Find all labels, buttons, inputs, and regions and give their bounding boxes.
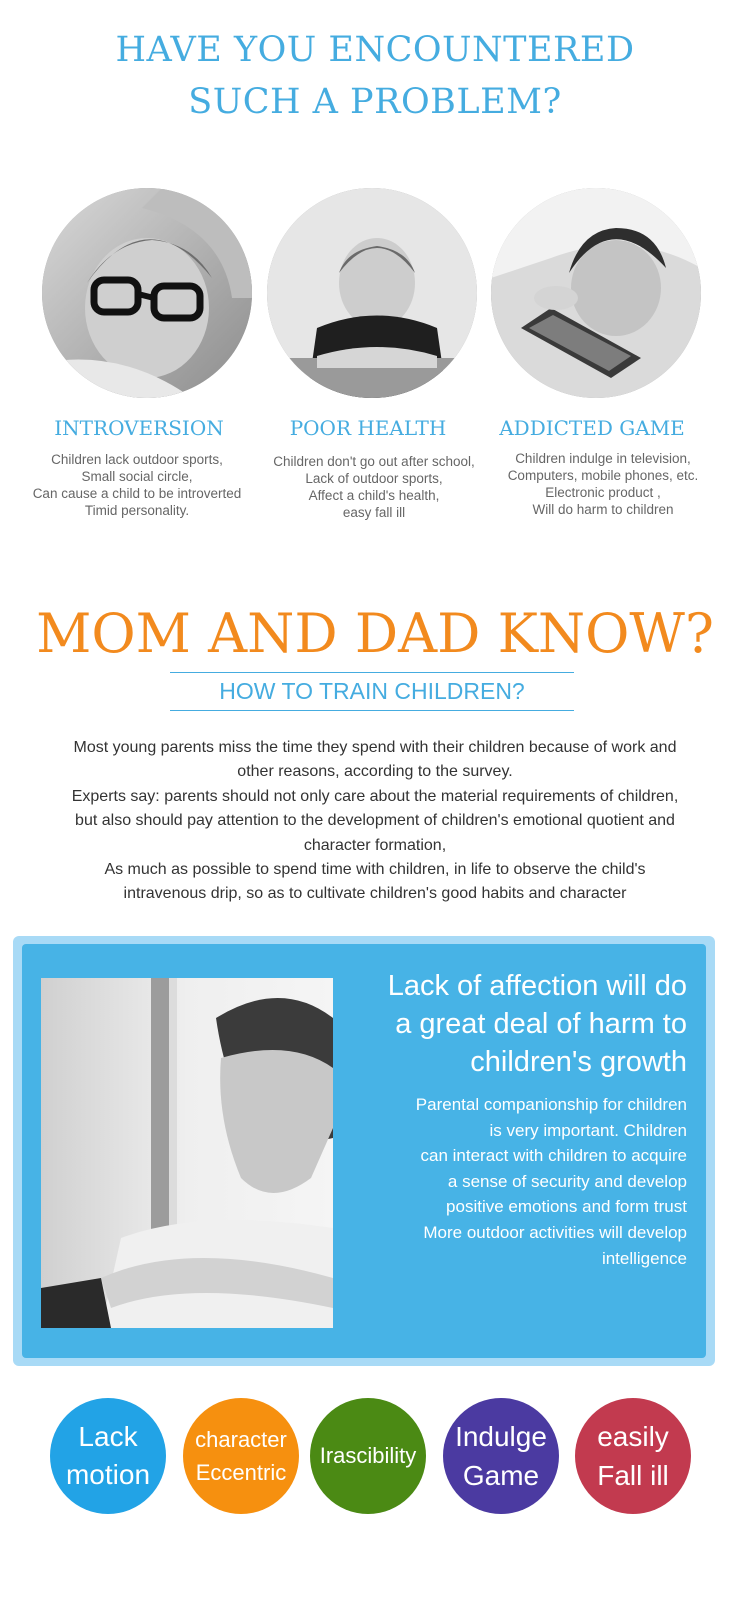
panel-title	[350, 967, 687, 1081]
badge-line: motion	[65, 1459, 151, 1490]
panel-body-line: a sense of security and develop	[447, 1171, 687, 1191]
panel-body-line: intelligence	[601, 1248, 687, 1268]
addicted-game-line: Children indulge in television,	[515, 451, 691, 466]
panel-title-line: Lack of affection will do	[387, 970, 687, 1002]
introversion-line: Small social circle,	[81, 469, 193, 484]
intro-paragraph	[30, 736, 720, 907]
page-heading-line-1: HAVE YOU ENCOUNTERED	[115, 30, 635, 70]
introversion-photo	[42, 188, 252, 398]
addicted-game-line: Computers, mobile phones, etc.	[507, 468, 699, 483]
addicted-game-line: Will do harm to children	[532, 502, 674, 517]
panel-body-line: Parental companionship for children	[415, 1095, 687, 1114]
paragraph-line: but also should pay attention to the development of children's emotional quotient and	[75, 812, 675, 830]
panel-body-line: More outdoor activities will develop	[423, 1222, 687, 1242]
panel-title-line: a great deal of harm to	[395, 1008, 687, 1040]
panel-body-line: can interact with children to acquire	[420, 1146, 687, 1166]
badge-line: Fall ill	[597, 1460, 669, 1491]
easily-fall-ill-badge	[575, 1398, 691, 1514]
paragraph-line: Most young parents miss the time they spend with their children because of work and	[73, 739, 677, 756]
addicted-game-title: ADDICTED GAME	[499, 416, 685, 440]
badge-line: Indulge	[455, 1421, 547, 1452]
introversion-description	[12, 451, 262, 519]
badge-line: Game	[462, 1460, 540, 1491]
section-subtitle: HOW TO TRAIN CHILDREN?	[219, 678, 525, 704]
poor-health-photo	[267, 188, 477, 398]
page-heading-line-2: SUCH A PROBLEM?	[188, 82, 562, 122]
badge-line: Lack	[78, 1421, 138, 1452]
paragraph-line: As much as possible to spend time with children, in life to observe the child's	[104, 861, 646, 879]
paragraph-line: character formation,	[303, 836, 447, 854]
badge-line: character	[195, 1427, 287, 1452]
addicted-game-description	[478, 450, 728, 518]
poor-health-title: POOR HEALTH	[289, 416, 447, 440]
badge-line: Eccentric	[195, 1460, 287, 1485]
indulge-game-badge	[443, 1398, 559, 1514]
character-eccentric-badge	[183, 1398, 299, 1514]
irascibility-badge	[310, 1398, 426, 1514]
panel-title-line: children's growth	[470, 1046, 687, 1078]
addicted-game-line: Electronic product ,	[545, 485, 661, 500]
addicted-game-photo	[491, 188, 701, 398]
paragraph-line: Experts say: parents should not only care about the material requirements of children,	[71, 787, 679, 805]
paragraph-line: intravenous drip, so as to cultivate children's good habits and character	[123, 885, 627, 903]
lack-motion-badge	[50, 1398, 166, 1514]
panel-body-line: positive emotions and form trust	[446, 1197, 687, 1217]
boy-at-window-photo	[41, 978, 333, 1328]
badge-line: easily	[597, 1421, 669, 1452]
poor-health-line: Affect a child's health,	[308, 488, 440, 503]
poor-health-line: Lack of outdoor sports,	[305, 471, 443, 486]
introversion-line: Children lack outdoor sports,	[51, 452, 223, 467]
introversion-title: INTROVERSION	[54, 416, 224, 440]
subtitle-bottom-divider	[170, 710, 574, 711]
introversion-line: Timid personality.	[84, 503, 190, 518]
panel-body	[360, 1092, 687, 1271]
poor-health-description	[249, 453, 499, 521]
paragraph-line: other reasons, according to the survey.	[237, 763, 513, 781]
section-title: MOM AND DAD KNOW?	[36, 602, 714, 665]
page-heading	[0, 24, 750, 128]
panel-body-line: is very important. Children	[489, 1120, 687, 1140]
badge-line: Irascibility	[319, 1443, 417, 1468]
poor-health-line: Children don't go out after school,	[273, 454, 475, 469]
poor-health-line: easy fall ill	[342, 505, 406, 520]
introversion-line: Can cause a child to be introverted	[32, 486, 242, 501]
